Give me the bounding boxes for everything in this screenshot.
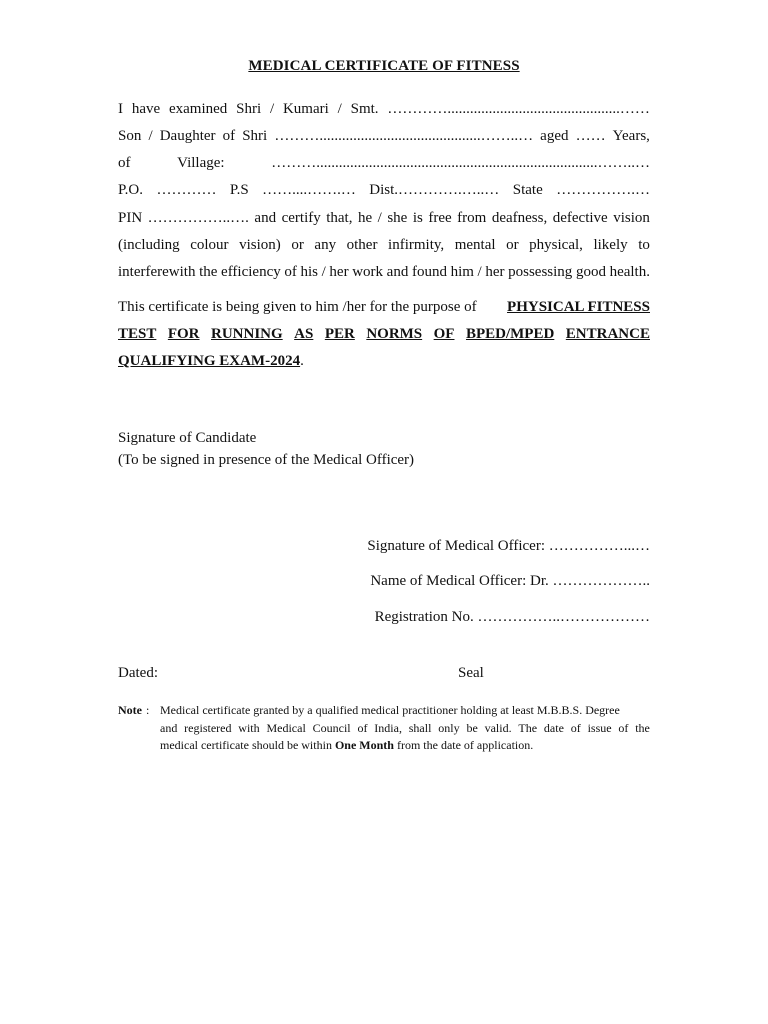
body-word: ………...........................................................................……..… bbox=[271, 155, 650, 171]
body-word: Village: bbox=[177, 155, 225, 171]
body-word: her bbox=[329, 264, 349, 280]
body-line-2 bbox=[118, 126, 650, 146]
body-line-1 bbox=[118, 99, 650, 119]
purpose-word: AS bbox=[294, 326, 314, 342]
body-word: found bbox=[411, 264, 447, 280]
note-line-3-pre: medical certificate should be within bbox=[160, 738, 332, 752]
body-word: is bbox=[412, 210, 423, 226]
note-label: Note bbox=[118, 703, 142, 717]
body-word: Dist.………….…..… bbox=[369, 182, 500, 198]
body-word: / bbox=[148, 128, 153, 144]
body-word: or bbox=[291, 237, 304, 253]
body-word: efficiency bbox=[221, 264, 281, 280]
purpose-word: ENTRANCE bbox=[565, 326, 650, 342]
body-word: of bbox=[222, 128, 236, 144]
body-word: that, bbox=[326, 210, 353, 226]
body-word: Shri bbox=[236, 101, 262, 117]
body-line-7 bbox=[118, 262, 650, 282]
body-word: or bbox=[506, 237, 519, 253]
note-line-3-post: from the date of application. bbox=[396, 738, 534, 752]
candidate-signature-label: Signature of Candidate bbox=[118, 430, 257, 446]
note-word: of bbox=[618, 720, 629, 735]
purpose-word: RUNNING bbox=[211, 326, 283, 342]
note-word: Medical bbox=[266, 720, 306, 735]
purpose-word: PER bbox=[324, 326, 355, 342]
body-word: examined bbox=[168, 101, 228, 117]
body-word: Years, bbox=[612, 128, 650, 144]
body-word: to bbox=[638, 237, 650, 253]
body-word: / bbox=[477, 264, 482, 280]
body-word: vision bbox=[613, 210, 650, 226]
body-word: good bbox=[575, 264, 606, 280]
certificate-title: MEDICAL CERTIFICATE OF FITNESS bbox=[248, 58, 520, 74]
body-word: defective bbox=[552, 210, 608, 226]
body-word: of bbox=[118, 155, 131, 171]
note-word: the bbox=[635, 720, 650, 735]
note-word: Council bbox=[312, 720, 351, 735]
note-word: and bbox=[160, 720, 178, 735]
body-word: mental bbox=[454, 237, 496, 253]
body-word: ……....…….… bbox=[262, 182, 356, 198]
candidate-signature-note: (To be signed in presence of the Medical Officer) bbox=[118, 452, 415, 468]
purpose-word: FOR bbox=[167, 326, 200, 342]
purpose-line-3 bbox=[118, 351, 650, 371]
body-word: Smt. bbox=[350, 101, 379, 117]
body-word: his bbox=[300, 264, 318, 280]
body-word: ……………..…. bbox=[147, 210, 249, 226]
body-word: / bbox=[337, 101, 342, 117]
purpose-end: . bbox=[300, 353, 304, 369]
body-word: possessing bbox=[508, 264, 573, 280]
body-word: / bbox=[321, 264, 326, 280]
body-word: / bbox=[377, 210, 382, 226]
body-word: health. bbox=[609, 264, 650, 280]
body-word: …… bbox=[575, 128, 606, 144]
body-word: ………...........................................……..… bbox=[274, 128, 534, 144]
note-word: with bbox=[238, 720, 260, 735]
note-word: of bbox=[570, 720, 581, 735]
body-word: ………… bbox=[156, 182, 217, 198]
body-word: …………….… bbox=[556, 182, 650, 198]
body-word: have bbox=[131, 101, 161, 117]
purpose-word: BPED/MPED bbox=[465, 326, 555, 342]
note-word: The bbox=[518, 720, 538, 735]
body-word: deafness, bbox=[491, 210, 548, 226]
body-word: other bbox=[346, 237, 378, 253]
body-word: certify bbox=[281, 210, 321, 226]
body-word: / bbox=[269, 101, 275, 117]
body-word: PIN bbox=[118, 210, 143, 226]
officer-signature-field: Signature of Medical Officer: ……………...… bbox=[367, 538, 650, 554]
body-word: from bbox=[457, 210, 487, 226]
body-word: he bbox=[357, 210, 373, 226]
note-line-1: Medical certificate granted by a qualified medical practitioner holding at least M.B.B.S. Degree bbox=[160, 703, 620, 717]
body-word: State bbox=[512, 182, 543, 198]
body-word: Shri bbox=[242, 128, 268, 144]
body-word: interferewith bbox=[118, 264, 196, 280]
body-word: of bbox=[284, 264, 297, 280]
note-word: date bbox=[543, 720, 564, 735]
body-line-6 bbox=[118, 235, 650, 255]
note-colon: : bbox=[146, 703, 150, 717]
body-word: P.O. bbox=[118, 182, 144, 198]
body-word: him bbox=[450, 264, 474, 280]
purpose-highlight-3: QUALIFYING EXAM-2024 bbox=[118, 353, 301, 369]
body-word: work bbox=[352, 264, 384, 280]
body-word: vision) bbox=[239, 237, 281, 253]
body-line-4 bbox=[118, 180, 650, 200]
body-word: physical, bbox=[529, 237, 583, 253]
note-word: issue bbox=[587, 720, 612, 735]
purpose-word: TEST bbox=[118, 326, 157, 342]
purpose-line-2 bbox=[118, 324, 650, 344]
note-line-3 bbox=[160, 737, 650, 755]
body-word: aged bbox=[540, 128, 569, 144]
body-word: the bbox=[199, 264, 218, 280]
purpose-word: NORMS bbox=[366, 326, 423, 342]
note-word: registered bbox=[184, 720, 232, 735]
purpose-line-1 bbox=[118, 297, 650, 317]
body-word: Son bbox=[118, 128, 142, 144]
note-word: valid. bbox=[484, 720, 512, 735]
body-word: I bbox=[118, 101, 123, 117]
body-word: likely bbox=[593, 237, 628, 253]
note-word: be bbox=[466, 720, 478, 735]
purpose-highlight-1: PHYSICAL FITNESS bbox=[507, 299, 650, 315]
registration-number-field: Registration No. ……………..……………… bbox=[374, 609, 650, 625]
body-word: infirmity, bbox=[388, 237, 445, 253]
body-word: and bbox=[386, 264, 409, 280]
body-word: (including bbox=[118, 237, 180, 253]
note-text bbox=[160, 702, 650, 755]
body-word: her bbox=[485, 264, 505, 280]
body-word: free bbox=[428, 210, 452, 226]
body-word: colour bbox=[190, 237, 229, 253]
dated-label: Dated: bbox=[118, 665, 158, 681]
note-one-month: One Month bbox=[334, 738, 394, 752]
note-word: of bbox=[357, 720, 368, 735]
body-word: Kumari bbox=[282, 101, 329, 117]
body-line-3 bbox=[118, 153, 650, 173]
body-line-5 bbox=[118, 208, 650, 228]
officer-name-field: Name of Medical Officer: Dr. ……………….. bbox=[370, 573, 650, 589]
note-word: only bbox=[438, 720, 460, 735]
body-word: Daughter bbox=[159, 128, 216, 144]
note-word: shall bbox=[408, 720, 432, 735]
body-word: …………..............................................…… bbox=[387, 101, 650, 117]
body-word: P.S bbox=[229, 182, 249, 198]
note-word: India, bbox=[374, 720, 402, 735]
purpose-word: OF bbox=[433, 326, 455, 342]
body-word: any bbox=[314, 237, 337, 253]
body-word: and bbox=[254, 210, 277, 226]
seal-label: Seal bbox=[458, 665, 484, 681]
note-line-2 bbox=[160, 720, 650, 738]
purpose-intro: This certificate is being given to him /her for the purpose of bbox=[118, 299, 477, 315]
body-word: she bbox=[387, 210, 408, 226]
